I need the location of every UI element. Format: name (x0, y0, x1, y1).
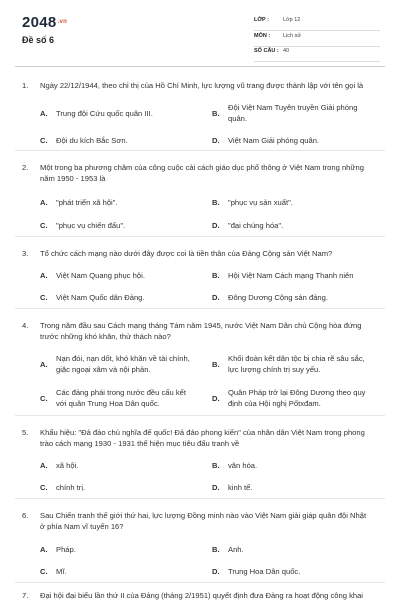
logo-suffix: .vn (57, 19, 68, 25)
meta-value: 40 (283, 48, 290, 54)
option-letter: D. (212, 293, 220, 302)
option-letter: A. (40, 109, 48, 118)
question-number: 5. (22, 428, 29, 437)
option-letter: B. (212, 198, 220, 207)
question-text: Khẩu hiệu: "Đả đảo chủ nghĩa đế quốc! Đả đảo phong kiến" của nhân dân Việt Nam trong phong trào cách mạng 1930 - 1931 thể hiện mục tiêu đấu tranh về (40, 428, 365, 448)
option-letter: B. (212, 109, 220, 118)
option-letter: D. (212, 221, 220, 230)
question-number: 3. (22, 249, 29, 258)
option-letter: B. (212, 360, 220, 369)
option-text: Việt Nam Quang phục hội. (56, 271, 145, 280)
option-text: "phục vụ chiến đấu". (56, 221, 126, 230)
option-letter: B. (212, 271, 220, 280)
option-letter: C. (40, 293, 48, 302)
exam-title: Đề số 6 (22, 35, 55, 45)
option-text: Pháp. (56, 545, 76, 554)
option-letter: C. (40, 394, 48, 403)
question-separator (15, 582, 385, 583)
question-text: Sau Chiến tranh thế giới thứ hai, lực lượng Đồng minh nào vào Việt Nam giải giáp quân đội Nhật ở phía Nam vĩ tuyến 16? (40, 511, 367, 531)
question-separator (15, 150, 385, 151)
option-text: Quân Pháp trở lại Đông Dương theo quy định của Hội nghị Pốtxđam. (228, 388, 366, 408)
option-letter: B. (212, 545, 220, 554)
option-text: chính trị. (56, 483, 86, 492)
option-text: Việt Nam Giải phóng quân. (228, 136, 320, 145)
option-letter: D. (212, 567, 220, 576)
question-text: Đại hội đại biểu lần thứ II của Đảng (tháng 2/1951) quyết định đưa Đảng ra hoạt động công khai (40, 591, 363, 600)
exam-header (0, 0, 400, 70)
question-number: 4. (22, 321, 29, 330)
option-letter: D. (212, 483, 220, 492)
question-number: 1. (22, 81, 29, 90)
option-text: Nạn đói, nạn dốt, khó khăn về tài chính, giặc ngoại xâm và nội phản. (56, 354, 190, 374)
question-text: Ngày 22/12/1944, theo chỉ thị của Hồ Chí Minh, lực lượng vũ trang được thành lập với tên gọi là (40, 81, 364, 90)
meta-label: LỚP : (254, 17, 269, 23)
option-text: Anh. (228, 545, 244, 554)
logo-main: 2048 (22, 14, 57, 31)
option-text: xã hội. (56, 461, 79, 470)
site-logo[interactable] (22, 14, 67, 31)
question-text: Trong năm đầu sau Cách mạng tháng Tám năm 1945, nước Việt Nam Dân chủ Cộng hòa đứng trước những khó khăn, thử thách nào? (40, 321, 362, 341)
option-letter: C. (40, 221, 48, 230)
question-text: Tổ chức cách mạng nào dưới đây được coi là tiền thân của Đảng Cộng sản Việt Nam? (40, 249, 333, 258)
option-text: Đội Việt Nam Tuyên truyền Giải phóng quân. (228, 103, 358, 123)
option-text: văn hóa. (228, 461, 258, 470)
option-text: "phục vụ sản xuất". (228, 198, 293, 207)
option-letter: D. (212, 136, 220, 145)
question-separator (15, 236, 385, 237)
option-text: kinh tế. (228, 483, 253, 492)
option-letter: D. (212, 394, 220, 403)
meta-count-row (254, 45, 380, 62)
option-letter: C. (40, 136, 48, 145)
option-text: "đại chúng hóa". (228, 221, 284, 230)
meta-label: SỐ CÂU : (254, 48, 279, 54)
question-text: Một trong ba phương châm của công cuộc cải cách giáo dục phổ thông ở Việt Nam trong những năm 1950 - 1953 là (40, 163, 364, 183)
option-text: Khối đoàn kết dân tộc bị chia rẽ sâu sắc, lực lượng chính trị suy yếu. (228, 354, 365, 374)
option-text: Mĩ. (56, 567, 67, 576)
option-letter: C. (40, 567, 48, 576)
option-text: Đông Dương Cộng sản đảng. (228, 293, 328, 302)
option-text: Trung đội Cứu quốc quân III. (56, 109, 153, 118)
question-number: 2. (22, 163, 29, 172)
option-letter: A. (40, 271, 48, 280)
question-number: 7. (22, 591, 29, 600)
question-separator (15, 498, 385, 499)
option-letter: C. (40, 483, 48, 492)
meta-class-row (254, 14, 380, 31)
option-text: Đội du kích Bắc Sơn. (56, 136, 128, 145)
option-text: Các đảng phái trong nước đều cấu kết với quân Trung Hoa Dân quốc. (56, 388, 186, 408)
header-divider (15, 66, 385, 67)
option-letter: A. (40, 360, 48, 369)
option-text: "phát triển xã hội". (56, 198, 118, 207)
option-text: Hội Việt Nam Cách mạng Thanh niên (228, 271, 354, 280)
option-letter: A. (40, 198, 48, 207)
question-separator (15, 308, 385, 309)
option-letter: A. (40, 461, 48, 470)
question-number: 6. (22, 511, 29, 520)
option-letter: A. (40, 545, 48, 554)
meta-label: MÔN : (254, 33, 271, 39)
question-separator (15, 415, 385, 416)
option-text: Việt Nam Quốc dân Đảng. (56, 293, 145, 302)
meta-value: Lịch sử (283, 33, 302, 39)
option-letter: B. (212, 461, 220, 470)
meta-value: Lớp 12 (283, 17, 301, 23)
option-text: Trung Hoa Dân quốc. (228, 567, 301, 576)
